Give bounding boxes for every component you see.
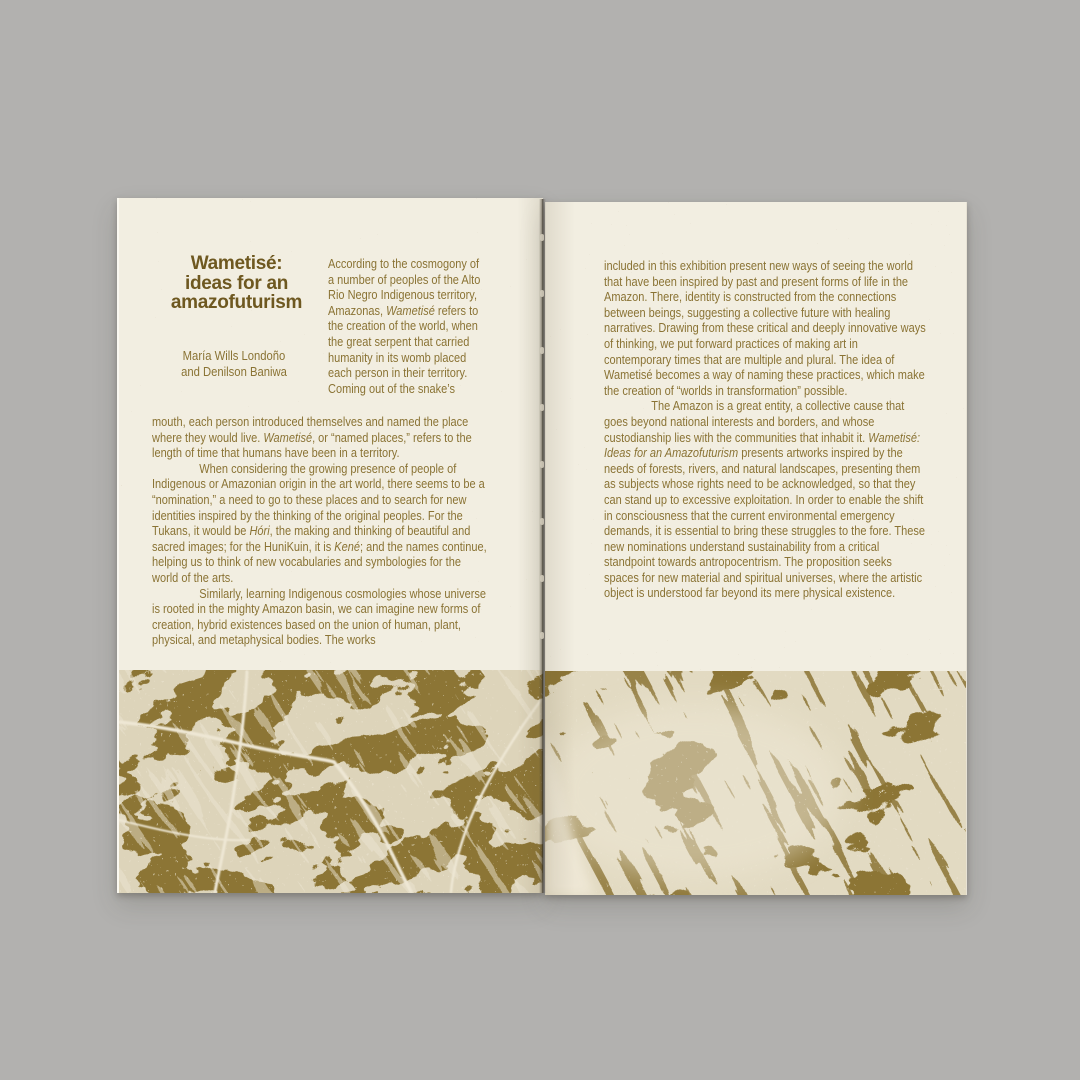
body-text-left — [152, 414, 489, 648]
text-run: refers to the creation of the world, when the great serpent that carried humanity in its womb placed each person in their territory. Coming out of the snake’s — [328, 302, 479, 396]
paragraph — [152, 414, 489, 461]
title-line: Wametisé: — [190, 253, 283, 274]
text-run-italic: Wametisé — [263, 429, 313, 445]
text-run-italic: Wametisé — [386, 302, 435, 318]
spine-stitch — [540, 347, 544, 354]
text-run: Similarly, learning Indigenous cosmologies whose universe is rooted in the mighty Amazon basin, we can imagine new forms of creation, hybrid existences based on the union of human, plant, physical, and metaphysical bodies. The works — [152, 585, 487, 648]
title-line: amazofuturism — [170, 292, 303, 313]
text-run: included in this exhibition present new ways of seeing the world that have been inspired by past and present forms of life in the Amazon. There, identity is constructed from the connections between beings, suggesting a collective future with healing narratives. Drawing from these critical and deeply innovative ways of thinking, we put forward practices of making art in contemporary times that are multiple and plural. The idea of Wametisé becomes a way of naming these practices, which make the creation of “worlds in transformation” possible. — [604, 258, 926, 398]
booklet-page-right — [545, 202, 967, 895]
byline — [164, 348, 305, 379]
spine-stitch — [540, 461, 544, 468]
byline-line: María Wills Londoño — [182, 348, 286, 363]
body-text-right — [604, 258, 927, 601]
text-run-italic: Kené — [334, 538, 360, 554]
spine-stitch — [540, 290, 544, 297]
byline-line: and Denilson Baniwa — [181, 363, 287, 379]
bark-print-texture-right — [545, 671, 966, 895]
spine-stitch — [540, 404, 544, 411]
text-run: The Amazon is a great entity, a collective cause that goes beyond national interests and borders, and whose custodianship lies with the communities that inhabit it. — [604, 398, 905, 445]
paragraph — [604, 258, 927, 398]
spine-stitch — [540, 234, 544, 241]
page-title — [159, 254, 314, 313]
title-line: ideas for an — [184, 272, 289, 294]
text-run: mouth, each person introduced themselves and named the place where they would live. — [152, 414, 469, 445]
spine-stitch — [540, 632, 544, 639]
booklet-page-left — [117, 198, 543, 893]
text-run-italic: Wametisé: Ideas for an Amazofuturism — [604, 429, 921, 461]
paragraph — [152, 461, 489, 586]
text-run-italic: Hóri — [249, 523, 270, 539]
text-run: , the making and thinking of beautiful and sacred images; for the HuniKuin, it is — [152, 523, 471, 554]
page-number: 11 — [932, 681, 943, 693]
spine — [539, 199, 546, 893]
text-run: When considering the growing presence of people of Indigenous or Amazonian origin in the art world, there seems to be a “nomination,” a need to go to these places and to search for new identities inspired by the thinking of the original peoples. For the Tukans, it would be — [152, 460, 485, 539]
spine-stitch — [540, 575, 544, 582]
bark-print-texture-left — [119, 670, 543, 893]
text-run: , or “named places,” refers to the length of time that humans have been in a territory. — [152, 429, 472, 461]
text-run: presents artworks inspired by the needs of forests, rivers, and natural landscapes, presenting them as subjects whose rights need to be acknowledged, so that they can stand up to excessive exploitation. In order to enable the shift in consciousness that the current environmental emergency demands, it is essential to bring these struggles to the fore. These new nominations understand sustainability from a critical standpoint towards antropocentrism. The proposition seeks spaces for new material and spiritual universes, where the artistic object is understood far beyond its mere physical existence. — [604, 445, 925, 601]
intro-column-text — [328, 256, 481, 396]
paragraph — [604, 398, 927, 601]
text-run: According to the cosmogony of a number of peoples of the Alto Rio Negro Indigenous territory, Amazonas, — [328, 256, 481, 318]
paragraph — [152, 586, 489, 648]
text-run: ; and the names continue, helping us to think of new vocabularies and symbologies for the world of the arts. — [152, 538, 487, 585]
spine-stitch — [540, 518, 544, 525]
